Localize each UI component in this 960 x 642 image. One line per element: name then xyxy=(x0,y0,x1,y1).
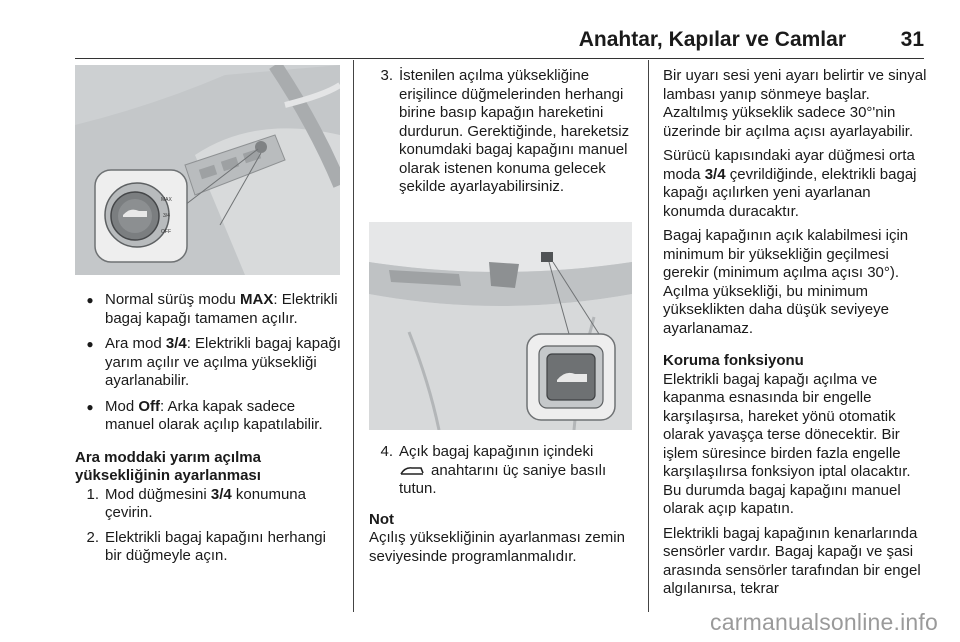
page-header xyxy=(75,28,924,58)
list-item: 2. Elektrikli bagaj kapağını herhangi bir düğmeyle açın. xyxy=(86,528,326,564)
paragraph: Bagaj kapağının açık kalabilmesi için minimum bir yüksekliğin geçilmesi gerekir (minimum açılma açısı 30°). Açılma yüksekliği, bu minimum yükseklikten daha düşük seviyeye ayarlanamaz. xyxy=(663,227,909,337)
column-left xyxy=(75,291,343,572)
list-item: 1. Mod düğmesini 3/4 konumuna çevirin. xyxy=(86,485,306,521)
note-text: Açılış yüksekliğinin ayarlanması zemin seviyesinde programlanmalıdır. xyxy=(369,529,625,565)
svg-text:MAX: MAX xyxy=(161,197,172,203)
header-rule xyxy=(75,58,924,59)
page-number: 31 xyxy=(900,28,924,51)
paragraph: Elektrikli bagaj kapağının kenarlarında sensörler vardır. Bagaj kapağı ve şasi arasında sensörler tarafından bir engel algılanırsa, tekrar xyxy=(663,524,921,597)
section-heading: Koruma fonksiyonu xyxy=(663,352,804,369)
list-item: 3. İstenilen açılma yüksekliğine erişilince düğmelerinden herhangi birine basıp kapağın hareketini durdurun. Gerektiğinde, hareketsiz konumdaki bagaj kapağını manuel olarak istenen konuma gelecek şekilde ayarlayabilirsiniz. xyxy=(380,67,630,195)
list-item: ● Mod Off: Arka kapak sadece manuel olarak açılıp kapatılabilir. xyxy=(75,398,343,435)
column-right xyxy=(663,67,928,605)
list-item: 4. Açık bagaj kapağının içindeki anahtarını üç saniye basılı tutun. xyxy=(380,443,607,497)
paragraph: Elektrikli bagaj kapağı açılma ve kapanma esnasında bir engelle karşılaşırsa, hareket yönü otomatik olarak yavaşça terse dönecektir. Bir işlem süresince birden fazla engelle karşılaşılırsa fonksiyon iptal olacaktır. Bu durumda bagaj kapağını manuel olarak açıp kapatın. xyxy=(663,370,911,517)
section-heading: Ara moddaki yarım açılma yüksekliğinin ayarlanması xyxy=(75,448,261,484)
list-item: ● Normal sürüş modu MAX: Elektrikli bagaj kapağı tamamen açılır. xyxy=(75,291,343,328)
bullet-icon: ● xyxy=(86,399,94,414)
svg-text:3/4: 3/4 xyxy=(163,213,170,219)
bullet-icon: ● xyxy=(86,337,94,351)
column-middle-top xyxy=(369,67,635,203)
tailgate-switch-illustration xyxy=(369,222,632,430)
tailgate-icon xyxy=(399,465,425,477)
svg-text:OFF: OFF xyxy=(161,229,171,235)
column-middle-bottom xyxy=(369,443,635,572)
door-switch-illustration xyxy=(75,65,340,275)
paragraph: Sürücü kapısındaki ayar düğmesi orta moda 3/4 çevrildiğinde, elektrikli bagaj kapağı açılırken yeni ayarlanan konumda duracaktır. xyxy=(663,147,917,220)
column-divider-1 xyxy=(353,60,354,612)
chapter-title: Anahtar, Kapılar ve Camlar xyxy=(578,28,846,51)
watermark: carmanualsonline.info xyxy=(710,609,938,635)
column-divider-2 xyxy=(648,60,649,612)
paragraph: Bir uyarı sesi yeni ayarı belirtir ve sinyal lambası yanıp sönmeye başlar. Azaltılmış yükseklik sadece 30°'nin üzerinde bir açılma açısı ayarlayabilir. xyxy=(663,67,927,140)
list-item: ● Ara mod 3/4: Elektrikli bagaj kapağı yarım açılır ve açılma yüksekliği ayarlanabilir. xyxy=(75,335,343,391)
note-heading: Not xyxy=(369,510,394,528)
bullet-icon: ● xyxy=(86,293,94,307)
